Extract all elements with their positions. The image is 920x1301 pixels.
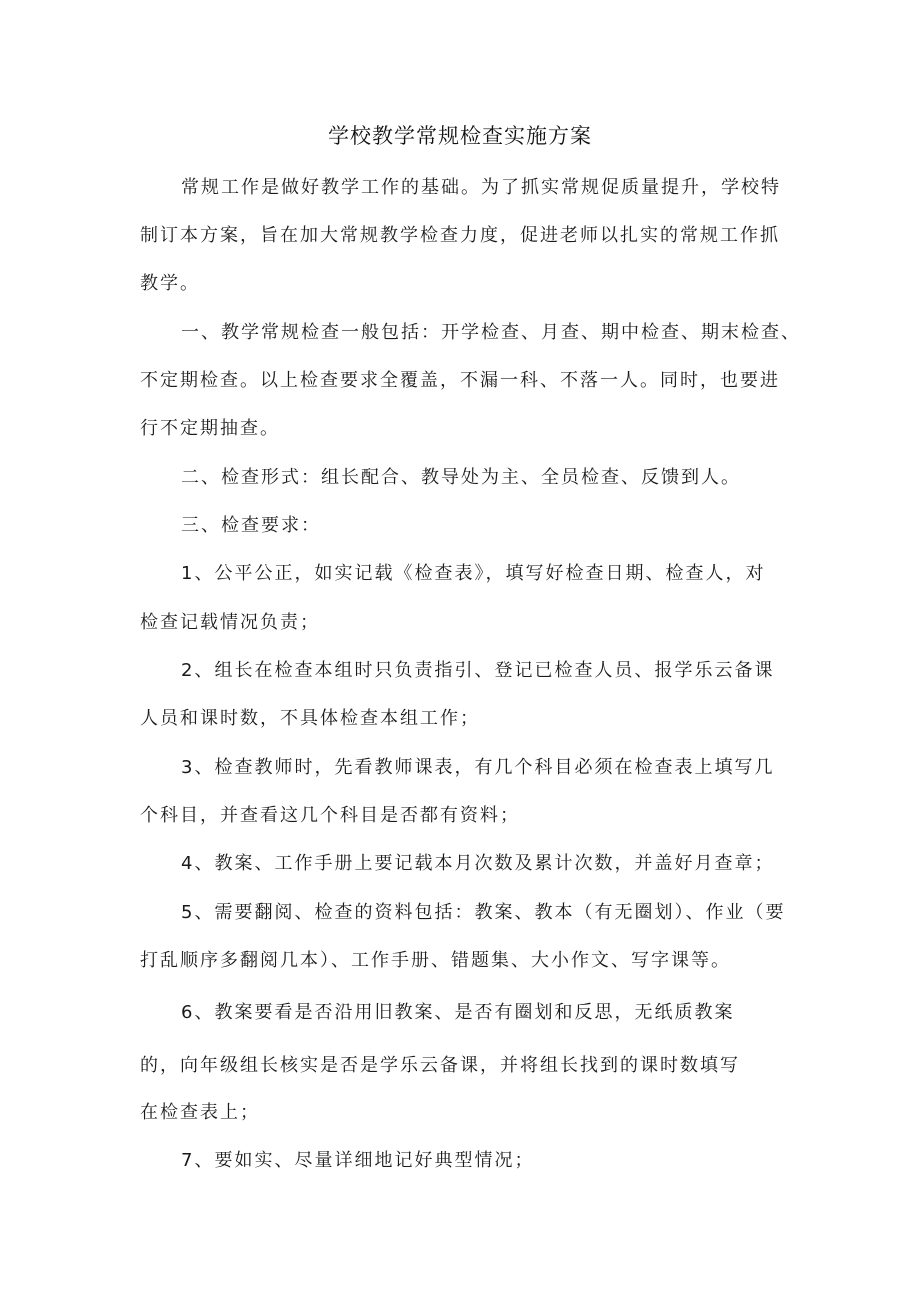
paragraph-line: 常规工作是做好教学工作的基础。为了抓实常规促质量提升，学校特 (181, 177, 781, 198)
paragraph-line: 2、组长在检查本组时只负责指引、登记已检查人员、报学乐云备课 (181, 660, 775, 681)
paragraph-line: 检查记载情况负责； (140, 612, 320, 633)
paragraph-line: 的，向年级组长核实是否是学乐云备课，并将组长找到的课时数填写 (140, 1055, 740, 1076)
paragraph-line: 行不定期抽查。 (140, 418, 280, 439)
paragraph-line: 4、教案、工作手册上要记载本月次数及累计次数，并盖好月查章； (181, 853, 775, 874)
paragraph-line: 5、需要翻阅、检查的资料包括：教案、教本（有无圈划）、作业（要 (181, 902, 786, 923)
paragraph-line: 在检查表上； (140, 1102, 260, 1123)
document-title: 学校教学常规检查实施方案 (328, 124, 592, 148)
paragraph-line: 三、检查要求： (181, 515, 321, 536)
paragraph-line: 教学。 (140, 273, 200, 294)
paragraph-line: 一、教学常规检查一般包括：开学检查、月查、期中检查、期末检查、 (181, 322, 801, 343)
paragraph-line: 1、公平公正，如实记载《检查表》，填写好检查日期、检查人，对 (181, 563, 766, 584)
paragraph-line: 3、检查教师时，先看教师课表，有几个科目必须在检查表上填写几 (181, 757, 775, 778)
paragraph-line: 个科目，并查看这几个科目是否都有资料； (140, 805, 520, 826)
paragraph-line: 二、检查形式：组长配合、教导处为主、全员检查、反馈到人。 (181, 467, 741, 488)
paragraph-line: 不定期检查。以上检查要求全覆盖，不漏一科、不落一人。同时，也要进 (140, 370, 780, 391)
paragraph-line: 打乱顺序多翻阅几本）、工作手册、错题集、大小作文、写字课等。 (140, 950, 731, 971)
paragraph-line: 7、要如实、尽量详细地记好典型情况； (181, 1150, 535, 1171)
paragraph-line: 制订本方案，旨在加大常规教学检查力度，促进老师以扎实的常规工作抓 (140, 225, 780, 246)
paragraph-line: 人员和课时数，不具体检查本组工作； (140, 708, 480, 729)
paragraph-line: 6、教案要看是否沿用旧教案、是否有圈划和反思，无纸质教案 (181, 1002, 735, 1023)
